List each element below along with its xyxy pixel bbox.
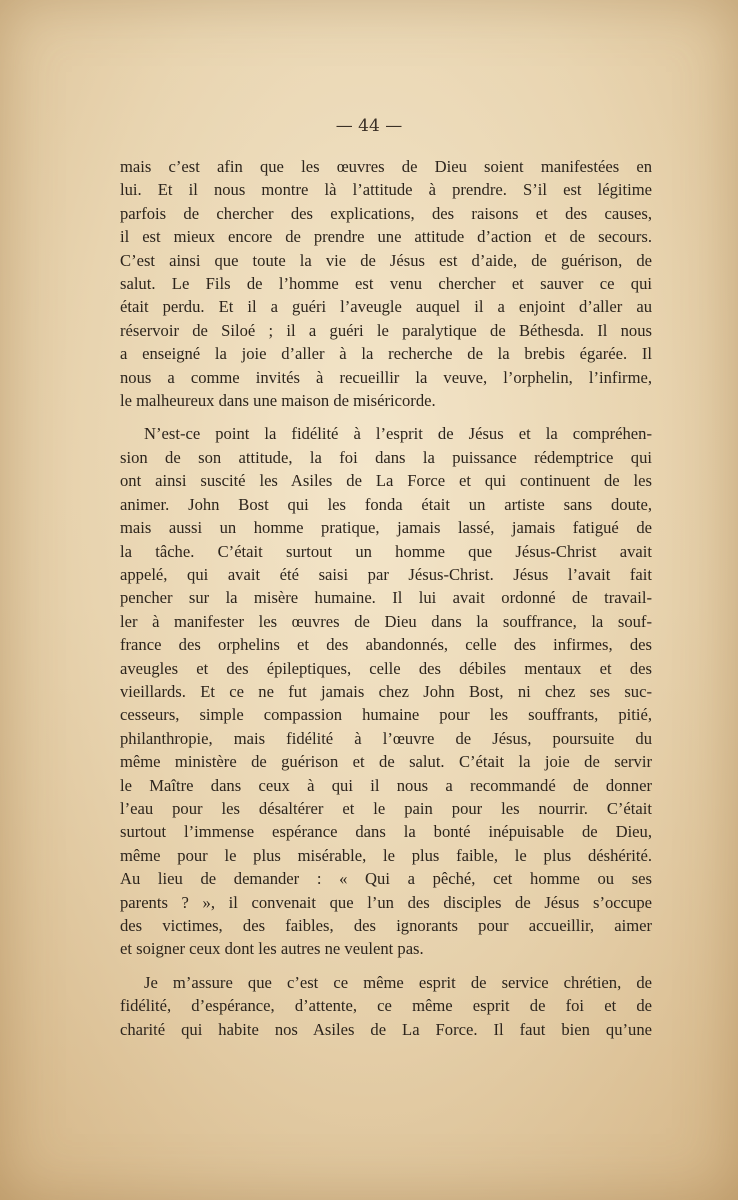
text-line: même ministère de guérison et de salut. C’était la joie de servir: [120, 752, 652, 772]
text-line: mais aussi un homme pratique, jamais lassé, jamais fatigué de: [120, 518, 652, 538]
text-line: Je m’assure que c’est ce même esprit de service chrétien, de: [144, 972, 652, 992]
text-line: le malheureux dans une maison de miséricorde.: [120, 391, 436, 411]
text-line: il est mieux encore de prendre une attitude d’action et de secours.: [120, 227, 652, 247]
text-line: l’eau pour les désaltérer et le pain pour les nourrir. C’était: [120, 798, 652, 818]
text-line: cesseurs, simple compassion humaine pour les souffrants, pitié,: [120, 705, 652, 725]
text-line: france des orphelins et des abandonnés, celle des infirmes, des: [120, 635, 652, 655]
text-line: nous a comme invités à recueillir la veuve, l’orphelin, l’infirme,: [120, 367, 652, 387]
paragraph: [120, 155, 652, 412]
text-line: philanthropie, mais fidélité à l’œuvre de Jésus, poursuite du: [120, 728, 652, 748]
text-line: fidélité, d’espérance, d’attente, ce même esprit de foi et de: [120, 996, 652, 1016]
text-line: lui. Et il nous montre là l’attitude à prendre. S’il est légitime: [120, 180, 652, 200]
text-line: vieillards. Et ce ne fut jamais chez John Bost, ni chez ses suc-: [120, 681, 652, 701]
text-line: charité qui habite nos Asiles de La Force. Il faut bien qu’une: [120, 1019, 652, 1039]
paragraph: [120, 971, 652, 1041]
text-line: réservoir de Siloé ; il a guéri le paralytique de Béthesda. Il nous: [120, 320, 652, 340]
paragraph: [120, 422, 652, 960]
page-number: — 44 —: [335, 116, 403, 136]
text-line: Au lieu de demander : « Qui a pêché, cet homme ou ses: [120, 869, 652, 889]
text-line: ler à manifester les œuvres de Dieu dans la souffrance, la souf-: [120, 611, 652, 631]
text-line: salut. Le Fils de l’homme est venu chercher et sauver ce qui: [120, 274, 652, 294]
text-line: animer. John Bost qui les fonda était un artiste sans doute,: [120, 494, 652, 514]
text-line: mais c’est afin que les œuvres de Dieu soient manifestées en: [120, 157, 652, 176]
text-line: et soigner ceux dont les autres ne veulent pas.: [120, 939, 424, 959]
text-line: était perdu. Et il a guéri l’aveugle auquel il a enjoint d’aller au: [120, 297, 652, 317]
text-line: sion de son attitude, la foi dans la puissance rédemptrice qui: [120, 447, 652, 467]
text-line: appelé, qui avait été saisi par Jésus-Christ. Jésus l’avait fait: [120, 564, 652, 584]
text-line: pencher sur la misère humaine. Il lui avait ordonné de travail-: [120, 588, 652, 608]
text-line: ont ainsi suscité les Asiles de La Force et qui continuent de les: [120, 471, 652, 491]
body-text: [120, 155, 652, 1051]
text-line: surtout l’immense espérance dans la bonté inépuisable de Dieu,: [120, 822, 652, 842]
text-line: même pour le plus misérable, le plus faible, le plus déshérité.: [120, 845, 652, 865]
text-line: a enseigné la joie d’aller à la recherche de la brebis égarée. Il: [120, 344, 652, 364]
text-line: parents ? », il convenait que l’un des disciples de Jésus s’occupe: [120, 892, 652, 912]
text-line: aveugles et des épileptiques, celle des débiles mentaux et des: [120, 658, 652, 678]
text-line: C’est ainsi que toute la vie de Jésus est d’aide, de guérison, de: [120, 250, 652, 270]
text-line: parfois de chercher des explications, des raisons et des causes,: [120, 203, 652, 223]
text-line: le Maître dans ceux à qui il nous a recommandé de donner: [120, 775, 652, 795]
text-line: la tâche. C’était surtout un homme que Jésus-Christ avait: [120, 541, 652, 561]
text-line: des victimes, des faibles, des ignorants pour accueillir, aimer: [120, 916, 652, 935]
text-line: N’est-ce point la fidélité à l’esprit de Jésus et la compréhen-: [144, 424, 652, 444]
